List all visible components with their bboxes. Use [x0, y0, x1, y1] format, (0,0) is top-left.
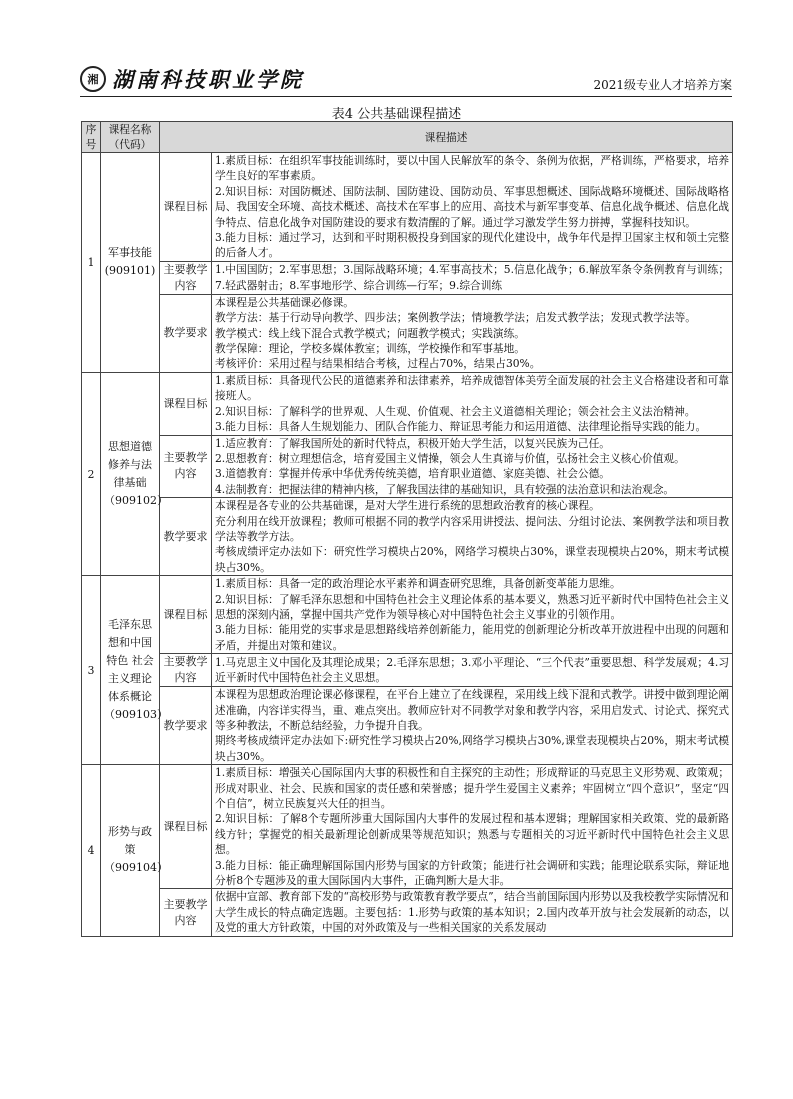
course-name-cell — [101, 765, 168, 936]
section-description — [212, 576, 733, 654]
description-line: 2.知识目标：对国防概述、国防法制、国防建设、国防动员、军事思想概述、国际战略环境概述、国际战略格局、我国安全环境、高技术概述、高技术在军事上的应用、高技术与新军事变革、信息化战争概述、信息化战争特点、信息化战争对国防建设的要求有数清醒的了解。通过学习激发学生努力拼搏，掌握科技知识。 — [215, 184, 730, 229]
description-line: 2.知识目标：了解毛泽东思想和中国特色社会主义理论体系的基本要义，熟悉习近平新时代中国特色社会主义思想的深刻内涵，掌握中国共产党作为领导核心对中国特色社会主义事业的引领作用。 — [215, 592, 730, 621]
description-line: 本课程是各专业的公共基础课，是对大学生进行系统的思想政治教育的核心课程。 — [215, 499, 600, 513]
section-description — [212, 153, 733, 262]
school-name: 湖南科技职业学院 — [112, 67, 304, 92]
course-index: 4 — [82, 765, 101, 936]
table-row — [82, 687, 733, 765]
school-emblem-icon: 湘 — [80, 66, 106, 92]
course-index: 3 — [82, 576, 101, 765]
course-code: (909101) — [104, 264, 156, 278]
table-caption: 表4 公共基础课程描述 — [331, 107, 462, 122]
description-line: 1.素质目标：在组织军事技能训练时，要以中国人民解放军的条令、条例为依据，严格训练，严格要求，培养学生良好的军事素质。 — [215, 154, 730, 183]
description-line: 教学保障：理论，学校多媒体教室；训练，学校操作和军事基地。 — [215, 342, 525, 356]
header-index: 序号 — [82, 122, 101, 153]
section-description — [212, 372, 733, 435]
course-code: （909103） — [104, 708, 168, 722]
description-line: 期终考核成绩评定办法如下:研究性学习模块占20%,网络学习模块占30%,课堂表现模块占20%，期末考试模块占30%。 — [215, 734, 730, 763]
document-title: 2021级专业人才培养方案 — [593, 78, 732, 92]
section-description — [212, 261, 733, 294]
table-row — [82, 153, 733, 262]
section-label: 教学要求 — [160, 687, 212, 765]
description-line: 3.道德教育：掌握并传承中华优秀传统美德，培育职业道德、家庭美德、社会公德。 — [215, 467, 610, 481]
section-label: 主要教学内容 — [160, 889, 212, 936]
description-line: 依据中宣部、教育部下发的“高校形势与政策教育教学要点”，结合当前国际国内形势以及我校教学实际情况和大学生成长的特点确定选题。主要包括：1.形势与政策的基本知识；2.国内改革开放与社会发展新的动态，以及党的重大方针政策，中国的对外政策及与一些相关国家的关系发展动 — [215, 890, 730, 935]
section-description — [212, 889, 733, 936]
header-description: 课程描述 — [160, 122, 733, 153]
table-row — [82, 435, 733, 498]
page-header — [80, 62, 732, 97]
header-course-name: 课程名称（代码） — [101, 122, 160, 153]
section-label: 主要教学内容 — [160, 261, 212, 294]
course-name: 毛泽东思想和中国特色 社会主义理论体系概论 — [106, 618, 154, 704]
description-line: 3.能力目标：通过学习，达到和平时期积极投身到国家的现代化建设中，战争年代是捍卫国家主权和领土完整的后备人才。 — [215, 231, 730, 260]
table-row — [82, 654, 733, 687]
description-line: 充分利用在线开放课程；教师可根据不同的教学内容采用讲授法、提问法、分组讨论法、案例教学法和项目教学法等教学方法。 — [215, 514, 730, 543]
table-row — [82, 765, 733, 889]
table-row — [82, 294, 733, 372]
section-description — [212, 765, 733, 889]
section-description — [212, 687, 733, 765]
description-line: 1.素质目标：增强关心国际国内大事的积极性和自主探究的主动性；形成辩证的马克思主义形势观、政策观；形成对职业、社会、民族和国家的责任感和荣誉感；提升学生爱国主义素养；牢固树立“四个意识”，坚定“四个自信”，树立民族复兴大任的担当。 — [215, 766, 730, 811]
section-description — [212, 294, 733, 372]
description-line: 1.素质目标：具备现代公民的道德素养和法律素养，培养成德智体美劳全面发展的社会主义合格建设者和可靠接班人。 — [215, 373, 730, 403]
description-line: 2.知识目标：了解8个专题所涉重大国际国内大事件的发展过程和基本逻辑；理解国家相关政策、党的最新路线方针；掌握党的相关最新理论创新成果等规范知识；熟悉与专题相关的习近平新时代中国特色社会主义思想。 — [215, 812, 730, 857]
section-label: 教学要求 — [160, 294, 212, 372]
description-line: 2.思想教育：树立理想信念，培育爱国主义情操，领会人生真谛与价值，弘扬社会主义核心价值观。 — [215, 451, 685, 465]
course-index: 1 — [82, 153, 101, 373]
description-line: 2.知识目标：了解科学的世界观、人生观、价值观、社会主义道德相关理论；领会社会主义法治精神。 — [215, 404, 696, 418]
description-line: 1.马克思主义中国化及其理论成果；2.毛泽东思想；3.邓小平理论、“三个代表”重要思想、科学发展观；4.习近平新时代中国特色社会主义思想。 — [215, 655, 730, 685]
description-line: 1.素质目标：具备一定的政治理论水平素养和调查研究思维，具备创新变革能力思维。 — [215, 577, 621, 591]
course-description-table — [81, 121, 733, 937]
description-line: 本课程为思想政治理论课必修课程，在平台上建立了在线课程，采用线上线下混和式教学。讲授中做到理论阐述准确，内容详实得当，重、难点突出。教师应针对不同教学对象和教学内容，采用启发式、讨论式、探究式等多种教法，不断总结经验，力争提升自我。 — [215, 688, 730, 732]
description-line: 4.法制教育：把握法律的精神内核，了解我国法律的基础知识，具有较强的法治意识和法治观念。 — [215, 482, 675, 496]
description-line: 1.适应教育：了解我国所处的新时代特点，积极开始大学生活，以复兴民族为己任。 — [215, 436, 610, 450]
description-line: 3.能力目标：具备人生规划能力、团队合作能力、辩证思考能力和运用道德、法律理论指导实践的能力。 — [215, 420, 707, 434]
table-body — [82, 153, 733, 937]
description-line: 3.能力目标：能用党的实事求是思想路线培养创新能力，能用党的创新理论分析改革开放进程中出现的问题和矛盾，并提出对策和建议。 — [215, 623, 730, 652]
course-name-cell — [101, 372, 168, 575]
description-line: 3.能力目标：能正确理解国际国内形势与国家的方针政策；能进行社会调研和实践；能理论联系实际，辩证地分析8个专题涉及的重大国际国内大事件，正确判断大是大非。 — [215, 858, 730, 888]
course-code: （909102） — [104, 494, 168, 508]
description-line: 本课程是公共基础课必修课。 — [215, 295, 354, 309]
course-name-cell — [101, 576, 168, 765]
description-line: 教学方法：基于行动导向教学、四步法；案例教学法；情境教学法；启发式教学法；发现式教学法等。 — [215, 311, 696, 325]
table-row — [82, 498, 733, 576]
course-code: （909104） — [104, 861, 168, 875]
section-description — [212, 435, 733, 498]
description-line: 1.中国国防；2.军事思想；3.国际战略环境；4.军事高技术；5.信息化战争；6.解放军条令条例教育与训练；7.轻武器射击；8.军事地形学、综合训练—行军；9.综合训练 — [215, 263, 730, 292]
description-line: 考核评价：采用过程与结果相结合考核，过程占70%，结果占30%。 — [215, 357, 541, 371]
section-label: 主要教学内容 — [160, 654, 212, 687]
description-line: 教学模式：线上线下混合式教学模式；问题教学模式；实践演练。 — [215, 326, 525, 340]
section-label: 课程目标 — [160, 576, 212, 654]
table-header-row — [82, 122, 733, 153]
table-row — [82, 889, 733, 936]
school-logo — [80, 66, 304, 92]
section-label: 主要教学内容 — [160, 435, 212, 498]
course-name-cell — [101, 153, 160, 373]
course-name: 军事技能 — [108, 246, 152, 260]
section-label: 课程目标 — [160, 372, 212, 435]
table-row — [82, 261, 733, 294]
section-description — [212, 654, 733, 687]
section-description — [212, 498, 733, 576]
course-index: 2 — [82, 372, 101, 575]
table-row — [82, 372, 733, 435]
description-line: 考核成绩评定办法如下：研究性学习模块占20%，网络学习模块占30%，课堂表现模块占20%，期末考试模块占30%。 — [215, 545, 730, 574]
table-row — [82, 576, 733, 654]
course-name: 思想道德修养与法律基础 — [108, 440, 152, 490]
section-label: 课程目标 — [160, 765, 212, 889]
section-label: 课程目标 — [160, 153, 212, 262]
course-name: 形势与政策 — [108, 825, 152, 857]
section-label: 教学要求 — [160, 498, 212, 576]
